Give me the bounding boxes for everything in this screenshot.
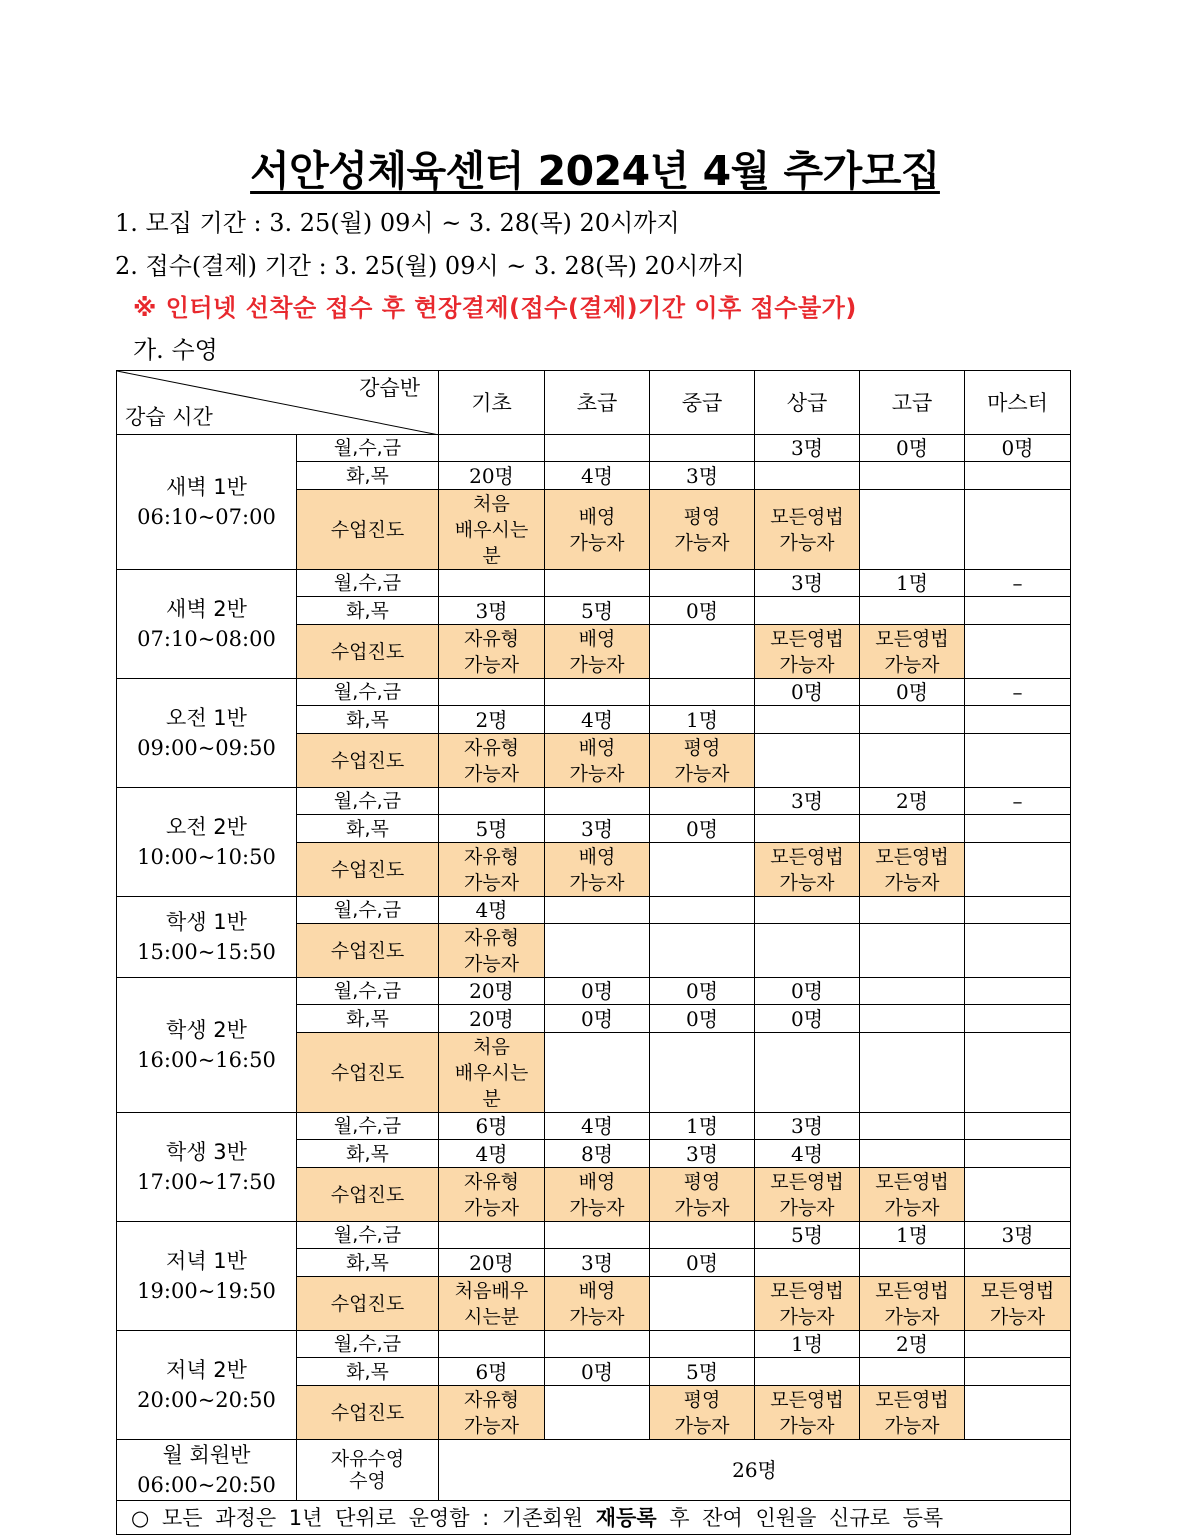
day-tt: 화,목: [297, 462, 439, 490]
count-cell: [439, 570, 545, 597]
count-cell: [650, 1222, 755, 1249]
progress-label: 수업진도: [297, 843, 439, 897]
slot-name: 새벽 2반: [166, 597, 247, 621]
count-cell: [965, 1331, 1071, 1358]
count-cell: [965, 978, 1071, 1005]
count-cell: 0명: [650, 1249, 755, 1277]
count-cell: [545, 788, 650, 815]
progress-cell: [545, 924, 650, 978]
count-cell: [650, 679, 755, 706]
count-cell: 1명: [650, 1113, 755, 1140]
count-cell: [545, 435, 650, 462]
count-cell: 0명: [545, 1005, 650, 1033]
count-cell: [545, 570, 650, 597]
day-mwf: 월,수,금: [297, 679, 439, 706]
count-cell: [439, 788, 545, 815]
count-cell: 3명: [545, 815, 650, 843]
count-cell: 5명: [545, 597, 650, 625]
progress-cell: [860, 734, 965, 788]
count-cell: 5명: [439, 815, 545, 843]
level-header: 초급: [545, 371, 650, 435]
count-cell: 8명: [545, 1140, 650, 1168]
day-tt: 화,목: [297, 1249, 439, 1277]
slot-time: 07:10~08:00: [137, 627, 276, 651]
progress-cell: 모든영법 가능자: [860, 1277, 965, 1331]
day-mwf: 월,수,금: [297, 570, 439, 597]
slot-cell: [117, 679, 297, 788]
count-cell: [650, 570, 755, 597]
progress-cell: [650, 924, 755, 978]
progress-cell: 모든영법 가능자: [860, 1386, 965, 1440]
count-cell: 5명: [755, 1222, 860, 1249]
count-cell: [860, 815, 965, 843]
slot-name: 학생 2반: [166, 1018, 247, 1042]
progress-cell: 모든영법 가능자: [755, 1386, 860, 1440]
count-cell: 4명: [755, 1140, 860, 1168]
slot-name: 월 회원반: [162, 1443, 251, 1467]
count-cell: 0명: [755, 978, 860, 1005]
count-cell: [650, 435, 755, 462]
count-cell: 4명: [545, 462, 650, 490]
progress-cell: 자유형 가능자: [439, 1168, 545, 1222]
count-cell: [650, 788, 755, 815]
count-cell: 2명: [860, 1331, 965, 1358]
count-cell: [860, 1005, 965, 1033]
table-row: [117, 788, 1071, 815]
progress-label: 수업진도: [297, 490, 439, 570]
count-cell: 20명: [439, 1005, 545, 1033]
count-cell: [965, 1358, 1071, 1386]
count-cell: 4명: [545, 1113, 650, 1140]
count-cell: 0명: [860, 435, 965, 462]
count-cell: [965, 1249, 1071, 1277]
progress-cell: 모든영법 가능자: [755, 843, 860, 897]
slot-name: 저녁 1반: [166, 1249, 247, 1273]
count-cell: 0명: [650, 1005, 755, 1033]
progress-label: 수업진도: [297, 1386, 439, 1440]
progress-cell: [965, 1168, 1071, 1222]
progress-cell: [650, 1277, 755, 1331]
count-cell: 3명: [650, 1140, 755, 1168]
count-cell: 3명: [545, 1249, 650, 1277]
slot-cell: [117, 1222, 297, 1331]
count-cell: [965, 706, 1071, 734]
progress-cell: 자유형 가능자: [439, 1386, 545, 1440]
progress-cell: [860, 924, 965, 978]
count-cell: [965, 1005, 1071, 1033]
slot-time: 16:00~16:50: [137, 1048, 276, 1072]
count-cell: 0명: [545, 1358, 650, 1386]
count-cell: 20명: [439, 1249, 545, 1277]
day-tt: 화,목: [297, 597, 439, 625]
count-cell: [755, 706, 860, 734]
progress-cell: 모든영법 가능자: [860, 625, 965, 679]
progress-cell: 모든영법 가능자: [860, 843, 965, 897]
progress-cell: 배영 가능자: [545, 734, 650, 788]
level-header: 마스터: [965, 371, 1071, 435]
count-cell: –: [965, 788, 1071, 815]
level-header: 상급: [755, 371, 860, 435]
progress-cell: 처음배우 시는분: [439, 1277, 545, 1331]
count-cell: 0명: [860, 679, 965, 706]
count-cell: 1명: [860, 570, 965, 597]
count-cell: [860, 1249, 965, 1277]
count-cell: 0명: [545, 978, 650, 1005]
monthly-type: 자유수영 수영: [297, 1440, 439, 1501]
progress-cell: [965, 1386, 1071, 1440]
schedule-table: [116, 370, 1071, 1535]
slot-time: 15:00~15:50: [137, 940, 276, 964]
count-cell: 4명: [439, 1140, 545, 1168]
section-heading: 가. 수영: [133, 336, 218, 364]
progress-cell: [965, 1033, 1071, 1113]
count-cell: [545, 897, 650, 924]
count-cell: 3명: [650, 462, 755, 490]
count-cell: 3명: [965, 1222, 1071, 1249]
level-header: 기초: [439, 371, 545, 435]
progress-cell: 평영 가능자: [650, 1168, 755, 1222]
count-cell: 4명: [439, 897, 545, 924]
progress-cell: 배영 가능자: [545, 625, 650, 679]
progress-cell: 자유형 가능자: [439, 924, 545, 978]
progress-cell: 배영 가능자: [545, 1168, 650, 1222]
slot-time: 06:10~07:00: [137, 505, 276, 529]
slot-time: 09:00~09:50: [137, 736, 276, 760]
footer-text-end: 후 잔여 인원을 신규로 등록: [669, 1505, 944, 1530]
slot-name: 학생 1반: [166, 910, 247, 934]
count-cell: 20명: [439, 978, 545, 1005]
count-cell: [860, 1140, 965, 1168]
corner-bottom-label: 강습 시간: [125, 405, 213, 429]
count-cell: 0명: [755, 679, 860, 706]
slot-cell: [117, 1331, 297, 1440]
progress-cell: [965, 843, 1071, 897]
progress-cell: 모든영법 가능자: [965, 1277, 1071, 1331]
progress-cell: [650, 843, 755, 897]
day-mwf: 월,수,금: [297, 788, 439, 815]
progress-cell: [965, 625, 1071, 679]
slot-name: 오전 2반: [166, 815, 247, 839]
slot-cell: [117, 570, 297, 679]
count-cell: [965, 815, 1071, 843]
progress-cell: [650, 625, 755, 679]
slot-time: 17:00~17:50: [137, 1170, 276, 1194]
count-cell: [965, 1113, 1071, 1140]
slot-cell: [117, 435, 297, 570]
table-row: [117, 897, 1071, 924]
count-cell: 2명: [439, 706, 545, 734]
count-cell: 0명: [650, 978, 755, 1005]
count-cell: [860, 1113, 965, 1140]
monthly-row: [117, 1440, 1071, 1501]
slot-cell: [117, 978, 297, 1113]
progress-cell: 자유형 가능자: [439, 625, 545, 679]
progress-label: 수업진도: [297, 625, 439, 679]
day-mwf: 월,수,금: [297, 1222, 439, 1249]
progress-cell: 모든영법 가능자: [755, 1168, 860, 1222]
count-cell: [439, 679, 545, 706]
count-cell: 3명: [755, 1113, 860, 1140]
count-cell: [860, 462, 965, 490]
progress-cell: 평영 가능자: [650, 1386, 755, 1440]
count-cell: [439, 1222, 545, 1249]
progress-cell: 자유형 가능자: [439, 734, 545, 788]
count-cell: [965, 897, 1071, 924]
progress-cell: 모든영법 가능자: [755, 490, 860, 570]
count-cell: 20명: [439, 462, 545, 490]
table-row: [117, 1222, 1071, 1249]
day-mwf: 월,수,금: [297, 978, 439, 1005]
day-tt: 화,목: [297, 815, 439, 843]
page-title: 서안성체육센터 2024년 4월 추가모집: [250, 147, 940, 195]
count-cell: 6명: [439, 1358, 545, 1386]
day-tt: 화,목: [297, 1005, 439, 1033]
count-cell: [860, 706, 965, 734]
slot-time: 20:00~20:50: [137, 1388, 276, 1412]
progress-cell: 평영 가능자: [650, 490, 755, 570]
count-cell: [755, 597, 860, 625]
monthly-count: 26명: [439, 1440, 1071, 1501]
slot-time: 19:00~19:50: [137, 1279, 276, 1303]
count-cell: [860, 897, 965, 924]
count-cell: 3명: [755, 570, 860, 597]
corner-top-label: 강습반: [359, 376, 420, 400]
table-row: [117, 978, 1071, 1005]
payment-period: 2. 접수(결제) 기간 : 3. 25(월) 09시 ~ 3. 28(목) 20시까지: [115, 252, 745, 280]
slot-cell: [117, 788, 297, 897]
day-mwf: 월,수,금: [297, 1331, 439, 1358]
progress-label: 수업진도: [297, 1033, 439, 1113]
day-tt: 화,목: [297, 1140, 439, 1168]
progress-cell: 평영 가능자: [650, 734, 755, 788]
count-cell: [860, 1358, 965, 1386]
count-cell: [965, 597, 1071, 625]
footer-row: [117, 1501, 1071, 1535]
slot-cell: [117, 897, 297, 978]
table-row: [117, 435, 1071, 462]
day-mwf: 월,수,금: [297, 1113, 439, 1140]
count-cell: 2명: [860, 788, 965, 815]
count-cell: [965, 462, 1071, 490]
table-row: [117, 1331, 1071, 1358]
progress-cell: [545, 1386, 650, 1440]
progress-cell: 모든영법 가능자: [755, 1277, 860, 1331]
count-cell: [755, 462, 860, 490]
count-cell: [860, 597, 965, 625]
count-cell: [545, 1331, 650, 1358]
notice-text: ※ 인터넷 선착순 접수 후 현장결제(접수(결제)기간 이후 접수불가): [133, 294, 857, 322]
count-cell: [965, 1140, 1071, 1168]
count-cell: [545, 679, 650, 706]
count-cell: –: [965, 679, 1071, 706]
table-row: [117, 570, 1071, 597]
count-cell: 1명: [650, 706, 755, 734]
count-cell: 6명: [439, 1113, 545, 1140]
count-cell: 0명: [650, 597, 755, 625]
level-header: 중급: [650, 371, 755, 435]
progress-cell: [545, 1033, 650, 1113]
day-tt: 화,목: [297, 706, 439, 734]
slot-cell: [117, 1113, 297, 1222]
count-cell: [755, 897, 860, 924]
count-cell: 0명: [650, 815, 755, 843]
count-cell: [650, 1331, 755, 1358]
count-cell: 1명: [860, 1222, 965, 1249]
progress-cell: [755, 734, 860, 788]
progress-cell: [860, 490, 965, 570]
count-cell: 1명: [755, 1331, 860, 1358]
progress-cell: [965, 490, 1071, 570]
corner-cell: [117, 371, 439, 435]
count-cell: –: [965, 570, 1071, 597]
progress-cell: 처음 배우시는 분: [439, 490, 545, 570]
count-cell: 0명: [755, 1005, 860, 1033]
progress-cell: 배영 가능자: [545, 490, 650, 570]
count-cell: 0명: [965, 435, 1071, 462]
count-cell: 3명: [755, 435, 860, 462]
progress-cell: [650, 1033, 755, 1113]
progress-cell: 배영 가능자: [545, 843, 650, 897]
progress-cell: 처음 배우시는 분: [439, 1033, 545, 1113]
table-row: [117, 679, 1071, 706]
footer-text: ○ 모든 과정은 1년 단위로 운영함 : 기존회원: [131, 1505, 584, 1530]
slot-name: 저녁 2반: [166, 1358, 247, 1382]
slot-time: 06:00~20:50: [137, 1473, 276, 1497]
count-cell: [439, 1331, 545, 1358]
progress-label: 수업진도: [297, 1277, 439, 1331]
footer-note: [117, 1501, 1071, 1535]
progress-cell: 모든영법 가능자: [860, 1168, 965, 1222]
slot-cell: [117, 1440, 297, 1501]
slot-name: 학생 3반: [166, 1140, 247, 1164]
count-cell: [650, 897, 755, 924]
progress-label: 수업진도: [297, 1168, 439, 1222]
count-cell: 3명: [439, 597, 545, 625]
day-mwf: 월,수,금: [297, 435, 439, 462]
count-cell: [545, 1222, 650, 1249]
count-cell: [860, 978, 965, 1005]
count-cell: 3명: [755, 788, 860, 815]
progress-cell: [965, 924, 1071, 978]
count-cell: [755, 1249, 860, 1277]
progress-cell: [860, 1033, 965, 1113]
progress-cell: 배영 가능자: [545, 1277, 650, 1331]
slot-name: 오전 1반: [166, 706, 247, 730]
slot-name: 새벽 1반: [166, 475, 247, 499]
progress-cell: [755, 1033, 860, 1113]
progress-cell: 자유형 가능자: [439, 843, 545, 897]
progress-label: 수업진도: [297, 734, 439, 788]
day-tt: 화,목: [297, 1358, 439, 1386]
progress-cell: [755, 924, 860, 978]
recruit-period: 1. 모집 기간 : 3. 25(월) 09시 ~ 3. 28(목) 20시까지: [115, 209, 680, 237]
count-cell: [755, 815, 860, 843]
day-mwf: 월,수,금: [297, 897, 439, 924]
progress-label: 수업진도: [297, 924, 439, 978]
level-header: 고급: [860, 371, 965, 435]
count-cell: 5명: [650, 1358, 755, 1386]
progress-cell: [965, 734, 1071, 788]
count-cell: 4명: [545, 706, 650, 734]
count-cell: [755, 1358, 860, 1386]
header-row: [117, 371, 1071, 435]
progress-cell: 모든영법 가능자: [755, 625, 860, 679]
table-row: [117, 1113, 1071, 1140]
count-cell: [439, 435, 545, 462]
footer-bold: 재등록: [595, 1505, 657, 1530]
slot-time: 10:00~10:50: [137, 845, 276, 869]
